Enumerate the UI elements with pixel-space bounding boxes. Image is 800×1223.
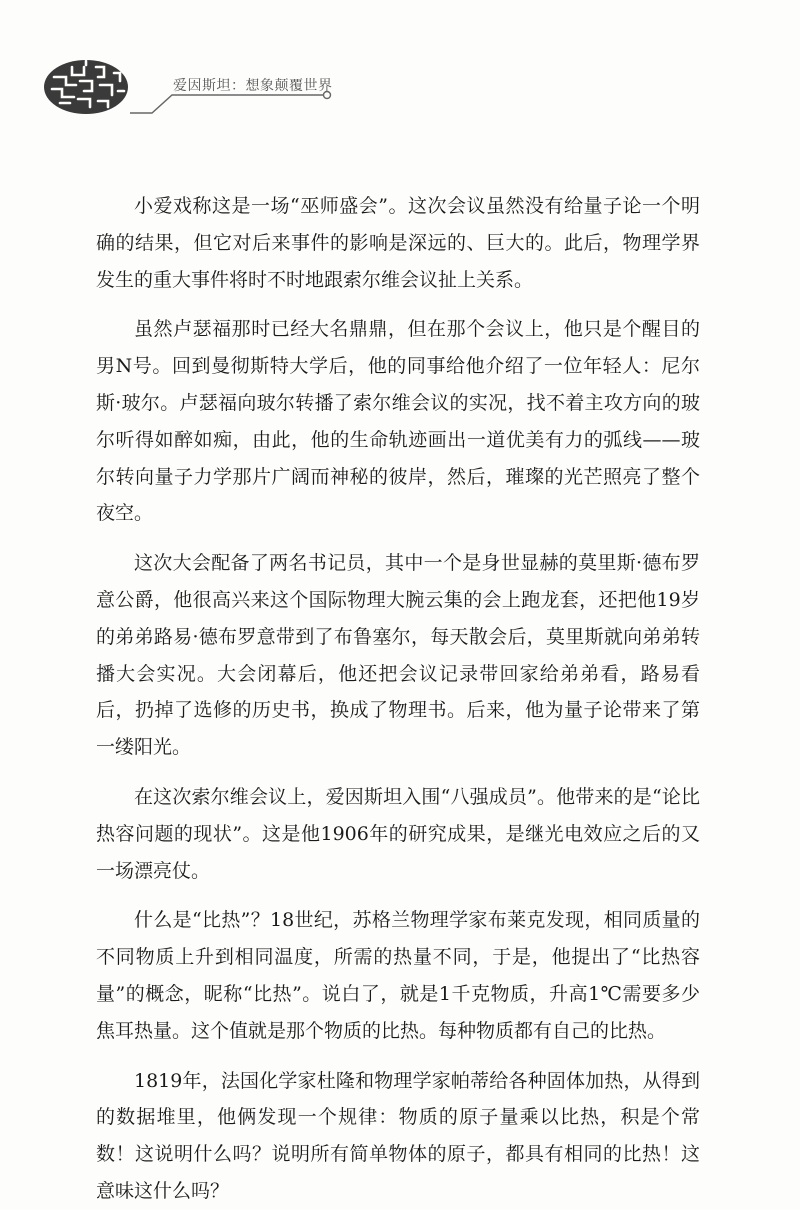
paragraph-1: 小爱戏称这是一场“巫师盛会”。这次会议虽然没有给量子论一个明确的结果，但它对后来事件的影响是深远的、巨大的。此后，物理学界发生的重大事件将时不时地跟索尔维会议扯上关系。 [96, 195, 700, 291]
header-rule [40, 55, 360, 135]
paragraph-2: 虽然卢瑟福那时已经大名鼎鼎，但在那个会议上，他只是个醒目的男N号。回到曼彻斯特大学后，他的同事给他介绍了一位年轻人：尼尔斯·玻尔。卢瑟福向玻尔转播了索尔维会议的实况，找不着主攻方向的玻尔听得如醉如痴，由此，他的生命轨迹画出一道优美有力的弧线——玻尔转向量子力学那片广阔而神秘的彼岸，然后，璀璨的光芒照亮了整个夜空。 [96, 318, 700, 525]
body-text [96, 188, 700, 1223]
paragraph-5: 什么是“比热”？18世纪，苏格兰物理学家布莱克发现，相同质量的不同物质上升到相同温度，所需的热量不同，于是，他提出了“比热容量”的概念，昵称“比热”。说白了，就是1千克物质，升高1℃需要多少焦耳热量。这个值就是那个物质的比热。每种物质都有自己的比热。 [96, 909, 700, 1042]
paragraph-4: 在这次索尔维会议上，爱因斯坦入围“八强成员”。他带来的是“论比热容问题的现状”。这是他1906年的研究成果，是继光电效应之后的又一场漂亮仗。 [96, 785, 700, 882]
paragraph-3: 这次大会配备了两名书记员，其中一个是身世显赫的莫里斯·德布罗意公爵，他很高兴来这个国际物理大腕云集的会上跑龙套，还把他19岁的弟弟路易·德布罗意带到了布鲁塞尔，每天散会后，莫里斯就向弟弟转播大会实况。大会闭幕后，他还把会议记录带回家给弟弟看，路易看后，扔掉了选修的历史书，换成了物理书。后来，他为量子论带来了第一缕阳光。 [96, 552, 700, 759]
page-header [40, 55, 360, 135]
running-head: 爱因斯坦：想象颠覆世界 [173, 78, 333, 94]
paragraph-6: 1819年，法国化学家杜隆和物理学家帕蒂给各种固体加热，从得到的数据堆里，他俩发现一个规律：物质的原子量乘以比热，积是个常数！这说明什么吗？说明所有简单物体的原子，都具有相同的比热！这意味这什么吗？ [96, 1069, 700, 1202]
